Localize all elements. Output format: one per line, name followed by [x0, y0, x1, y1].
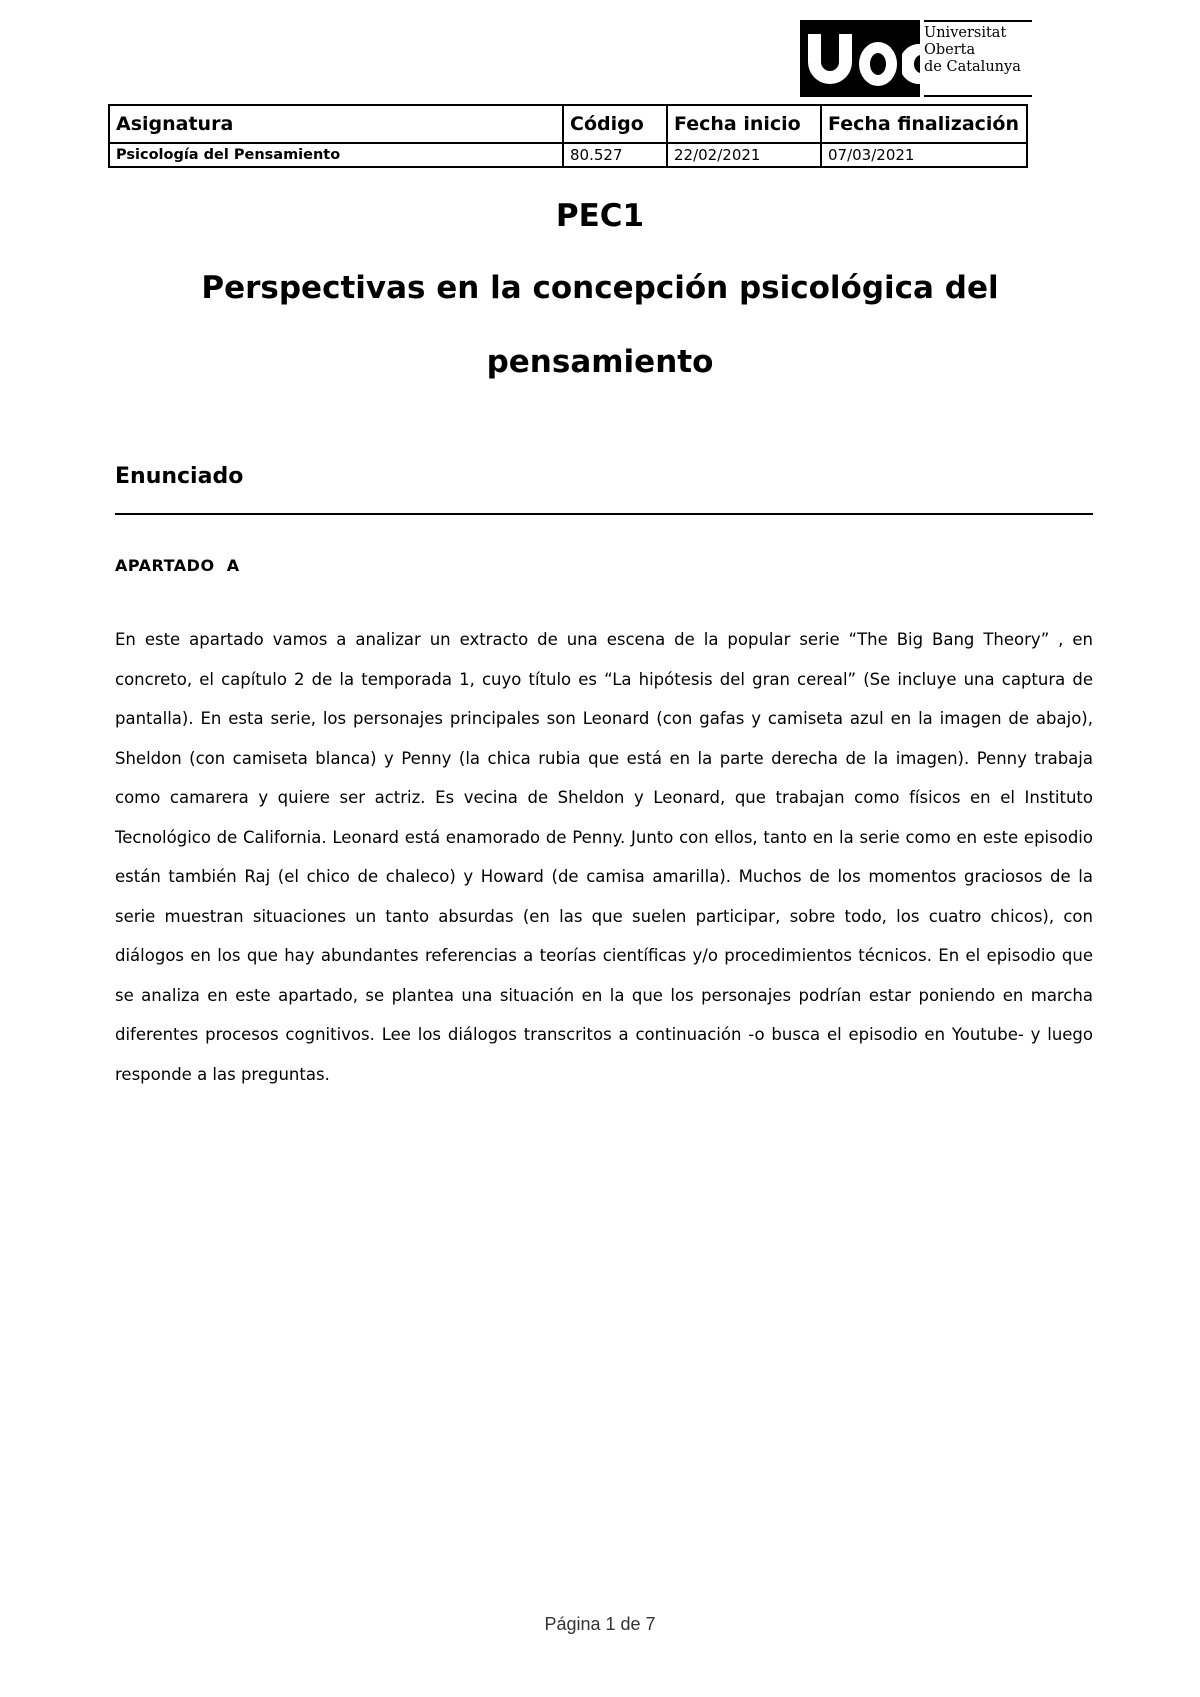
university-name: Universitat Oberta de Catalunya: [924, 25, 1021, 75]
subsection-heading: APARTADO A: [115, 556, 240, 575]
section-divider: [115, 513, 1093, 515]
header-fecha-inicio: Fecha inicio: [667, 105, 821, 143]
uoc-logo-mark: [800, 20, 920, 97]
logo-bottom-rule: [924, 95, 1032, 97]
value-fecha-inicio: 22/02/2021: [667, 143, 821, 167]
value-codigo: 80.527: [563, 143, 667, 167]
table-header-row: [109, 105, 1027, 143]
course-info-table: [108, 104, 1028, 168]
logo-top-rule: [924, 20, 1032, 22]
header-codigo: Código: [563, 105, 667, 143]
table-row: [109, 143, 1027, 167]
body-paragraph: En este apartado vamos a analizar un extracto de una escena de la popular serie “The Big Bang Theory” , en concreto, el capítulo 2 de la temporada 1, cuyo título es “La hipótesis del gran cereal” (Se incluye una captura de pantalla). En esta serie, los personajes principales son Leonard (con gafas y camiseta azul en la imagen de abajo), Sheldon (con camiseta blanca) y Penny (la chica rubia que está en la parte derecha de la imagen). Penny trabaja como camarera y quiere ser actriz. Es vecina de Sheldon y Leonard, que trabajan como físicos en el Instituto Tecnológico de California. Leonard está enamorado de Penny. Junto con ellos, tanto en la serie como en este episodio están también Raj (el chico de chaleco) y Howard (de camisa amarilla). Muchos de los momentos graciosos de la serie muestran situaciones un tanto absurdas (en las que suelen participar, sobre todo, los cuatro chicos), con diálogos en los que hay abundantes referencias a teorías científicas y/o procedimientos técnicos. En el episodio que se analiza en este apartado, se plantea una situación en la que los personajes podrían estar poniendo en marcha diferentes procesos cognitivos. Lee los diálogos transcritos a continuación -o busca el episodio en Youtube- y luego responde a las preguntas.: [115, 630, 1093, 1084]
pec-title: PEC1: [555, 198, 645, 234]
header-asignatura: Asignatura: [109, 105, 563, 143]
page-number: Página 1 de 7: [544, 1614, 656, 1634]
document-title-line-2: pensamiento: [486, 344, 714, 380]
section-heading: Enunciado: [115, 464, 244, 489]
header-fecha-finalizacion: Fecha finalización: [821, 105, 1027, 143]
value-fecha-finalizacion: 07/03/2021: [821, 143, 1027, 167]
uoc-logo: [800, 20, 1032, 97]
value-asignatura: Psicología del Pensamiento: [109, 143, 563, 167]
document-title-line-1: Perspectivas en la concepción psicológica del: [201, 270, 999, 306]
